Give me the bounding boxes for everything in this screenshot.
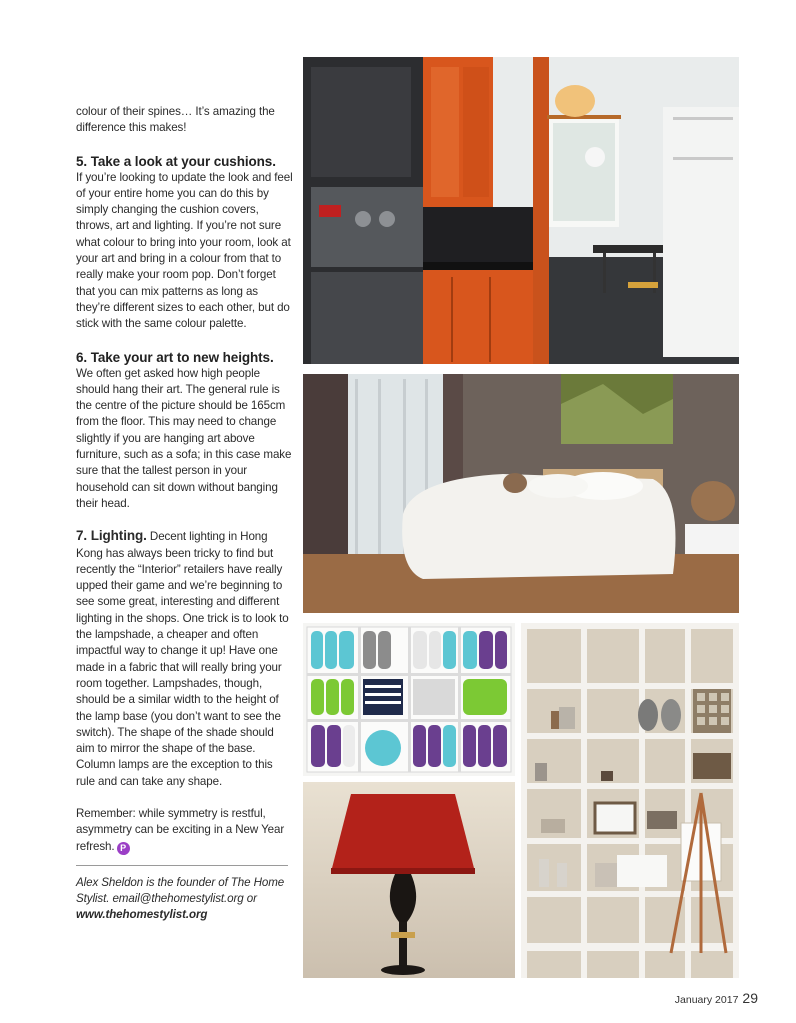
section-7-paragraph xyxy=(76,528,294,790)
cushion-shelves-photo xyxy=(303,623,515,776)
kitchen-photo xyxy=(303,57,739,364)
intro-paragraph: colour of their spines… It’s amazing the difference this makes! xyxy=(76,105,275,135)
page-number: 29 xyxy=(742,990,758,1006)
divider xyxy=(76,865,288,866)
section-5-body: If you’re looking to update the look and feel of your entire home you can do this by simply changing the cushion covers, throws, art and lighting. If you’re not sure what colour to bring into your room, look at your art and bring in a colour from that to really make your room pop. Don’t forget that you can mix patterns as long as they’re different sizes to each other, but do stick with the same colour palette. xyxy=(76,170,293,331)
section-6-heading: 6. Take your art to new heights. xyxy=(76,349,274,365)
section-5-heading: 5. Take a look at your cushions. xyxy=(76,153,276,169)
article-column xyxy=(76,104,294,924)
website-link[interactable]: www.thehomestylist.org xyxy=(76,908,208,922)
closing-text: Remember: while symmetry is restful, asymmetry can be exciting in a New Year refresh. xyxy=(76,806,285,853)
section-6-body: We often get asked how high people should hang their art. The general rule is the centre of the picture should be 165cm from the floor. This may need to change slightly if you are hanging art above furniture, such as a sofa; in this case make sure that the tallest person in your household can sit down without banging their head. xyxy=(76,366,292,510)
red-lamp-photo xyxy=(303,782,515,978)
closing-paragraph xyxy=(76,806,294,855)
bookshelf-photo xyxy=(521,623,739,978)
bio-text: Alex Sheldon is the founder of The Home Stylist. email@thehomestylist.org or xyxy=(76,875,285,906)
page-footer xyxy=(675,990,758,1006)
section-7-body: Decent lighting in Hong Kong has always been tricky to find but recently the “Interior” retailers have really upped their game and we’re beginning to see some great, interesting and different lighting in the shops. One trick is to look to the lampshade, a cheaper and often impactful way to change it up! Have one made in a fabric that will really bring your room together. Lampshades, though, should be a similar width to the height of the lamp base (you don’t want to see the switch). The shape of the shade should aim to mirror the shape of the base. Column lamps are the exception to this rule and can take any shape. xyxy=(76,530,289,788)
author-bio xyxy=(76,875,294,924)
section-7-heading: 7. Lighting. xyxy=(76,528,147,544)
publication-logo-icon: P xyxy=(117,842,130,855)
issue-date: January 2017 xyxy=(674,994,739,1006)
bedroom-photo xyxy=(303,374,739,613)
